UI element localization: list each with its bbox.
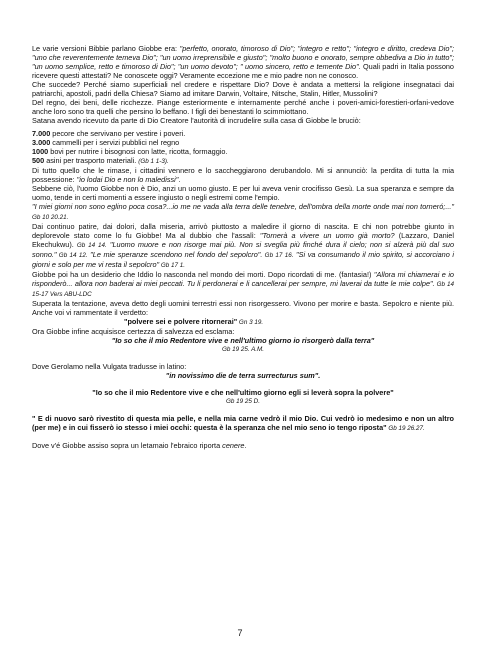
text: Dai continuo patire, dai dolori, dalla miseria, arrivò piuttosto a maledire il giorno di nascita. E chi non potrebbe giunto in deplorevole stato come lo fu Giobbe! Ma al dubbio che l'assalì:	[32, 222, 454, 240]
list-text: pecore che servivano per vestire i poveri.	[50, 129, 186, 138]
list-text: cammelli per i servizi pubblici nel regno	[50, 138, 180, 147]
quote: "Luomo muore e non risorge mai più. Non si sveglia più finché dura il cielo; non si alzerà più dal suo sonno."	[32, 240, 454, 259]
quote: "polvere sei e polvere ritornerai"	[124, 317, 238, 326]
reference: Gb 19 25. A.M.	[221, 346, 265, 353]
reference: Gb 17 1.	[159, 262, 186, 269]
reference: Gb 14 15-17 Vers ABU-LDC	[32, 281, 454, 298]
paragraph-ash	[32, 441, 454, 450]
quote: "Si va consumando il mio spirito, si accorciano i giorni e solo per me vi resta il sepolcro"	[32, 250, 455, 269]
paragraph-dust	[32, 317, 454, 327]
page-number: 7	[237, 628, 243, 638]
reference: Gb 17 16.	[262, 252, 294, 259]
text: .	[178, 175, 181, 184]
quote: "Le mie speranze scendono nel fondo del sepolcro".	[87, 250, 263, 259]
paragraph-satan: Satana avendo ricevuto da parte di Dio Creatore l'autorità di incrudelire sulla casa di Giobbe le bruciò:	[32, 116, 361, 125]
paragraph-plunder	[32, 166, 454, 184]
quote: "in novissimo die de terra surrecturus sum".	[165, 371, 321, 380]
paragraph-quote-days	[32, 202, 454, 222]
quote: "io lodai Dio e non lo maledissi"	[76, 175, 179, 184]
paragraph-just-man: Sebbene ciò, l'uomo Giobbe non è Dio, anzi un uomo giusto. E per lui aveva venir crocifisso Gesù. La sua speranza e sempre da uomo, tende in certi momenti a essere ingiusto o negli estremi come l'empio.	[32, 184, 454, 202]
reference: (Gb 1 1-3).	[138, 158, 169, 165]
paragraph-temptation: Superata la tentazione, aveva detto degli uomini terrestri essi non risorgessero. Vivono per morire e basta. Sepolcro e niente più. Anche voi vi rammentate il verdetto:	[32, 299, 454, 317]
quote: "I miei giorni non sono eglino poca cosa?...io me ne vada alla terra delle tenebre, dell'ombra della morte onde mai non torneró;..."	[32, 202, 454, 211]
text: Dove v'é Giobbe assiso sopra un letamaio l'ebraico riporta	[32, 441, 223, 450]
text: Giobbe poi ha un desiderio che Iddio lo nasconda nel mondo dei morti. Dopo ricordati di me. (fantasia!)	[32, 270, 374, 279]
quote: "Tornerà a vivere un uomo già morto?	[259, 231, 395, 240]
list-number: 7.000	[32, 129, 51, 138]
list-item	[32, 129, 454, 138]
text: .	[244, 441, 247, 450]
reference: Gb 19 25 D.	[226, 398, 260, 405]
paragraph-redeemer-2	[32, 388, 454, 406]
reference: Gn 3 19.	[237, 319, 264, 326]
paragraph-desire	[32, 270, 454, 299]
text: Di tutto quello che le rimase, i cittadini vennero e lo saccheggiarono derubandolo. Mi si annunciò: la perdita di tutta la mia possessione:	[32, 166, 454, 184]
list-number: 500	[32, 156, 45, 165]
paragraph-skin	[32, 414, 454, 433]
text: (Lazzaro, Daniel Ekechukwu).	[32, 231, 454, 249]
reference: Gb 14 14.	[76, 242, 107, 249]
list-item	[32, 138, 454, 147]
paragraph-redeemer	[32, 336, 454, 354]
list-item	[32, 156, 454, 166]
paragraph-questions: Che succede? Perché siamo superficiali nel credere e rispettare Dio? Dove è andata a mettersi la religione insegnataci dai patriarchi, apostoli, padri della Chiesa? Siamo ad imitare Darwin, Voltaire, Nitsche, Stalin, Hitler, Mussolini?	[32, 80, 454, 98]
reference: Gb 10 20.21.	[32, 214, 69, 221]
quote: "Allora mi chiamerai e io risponderò... allora non baderai ai miei peccati. Tu li perdonerai e li cancellerai per sempre, mi laverai da tutte le mie colpe".	[32, 270, 454, 288]
paragraph-versions	[32, 44, 454, 80]
paragraph-kingdom: Del regno, dei beni, delle ricchezze. Piange esteriormente e internamente perché anche i poveri-amici-forestieri-orfani-vedove anche loro sono tra quelli che persino lo beffano. I figli dei benestanti lo scimmiottano.	[32, 98, 454, 116]
paragraph-latin	[32, 371, 454, 380]
paragraph-vulgata: Dove Gerolamo nella Vulgata tradusse in latino:	[32, 362, 187, 371]
quote: "perfetto, onorato, timoroso di Dio"; "integro e retto"; "integro e diritto, credeva Dio"; "uno che reverentemente temeva Dio"; "un uomo irreprensibile e giusto"; "molto buono e onorato, sempre obbediva a Dio in tutto"; "un uomo semplice, retto e timoroso di Dio"; "un uomo devoto"; " uomo sincero, retto e temente Dio".	[32, 44, 455, 71]
list-number: 3.000	[32, 138, 51, 147]
quote: "Io so che il mio Redentore vive e nell'ultimo giorno io risorgerò dalla terra"	[111, 336, 375, 345]
list-number: 1000	[32, 147, 49, 156]
paragraph-certainty: Ora Giobbe infine acquisisce certezza di salvezza ed esclama:	[32, 327, 235, 336]
document-page	[32, 44, 454, 450]
text: Quali padri in Italia possono ricevere questi attestati? Ne conoscete oggi? Veramente eccezione me e mio padre non ne conosco.	[32, 62, 454, 80]
reference: Gb 14 12.	[56, 252, 88, 259]
list-item	[32, 147, 454, 156]
paragraph-suffering	[32, 222, 454, 270]
list-text: asini per trasporto materiali.	[44, 156, 139, 165]
list-text: bovi per nutrire i bisognosi con latte, ricotta, formaggio.	[48, 147, 228, 156]
text: Le varie versioni Bibbie parlano Giobbe era:	[32, 44, 180, 53]
reference: Gb 19 26.27.	[386, 425, 425, 432]
text: cenere	[222, 441, 245, 450]
quote: " E di nuovo sarò rivestito di questa mia pelle, e nella mia carne vedrò il mio Dio. Cui vedrò io medesimo e non un altro (per me) e in cui fisserò io stesso i miei occhi: questa è la speranza che nel mio seno io tengo riposta"	[32, 414, 454, 432]
quote: "Io so che il mio Redentore vive e che nell'ultimo giorno egli si leverà sopra la polvere"	[92, 388, 394, 397]
